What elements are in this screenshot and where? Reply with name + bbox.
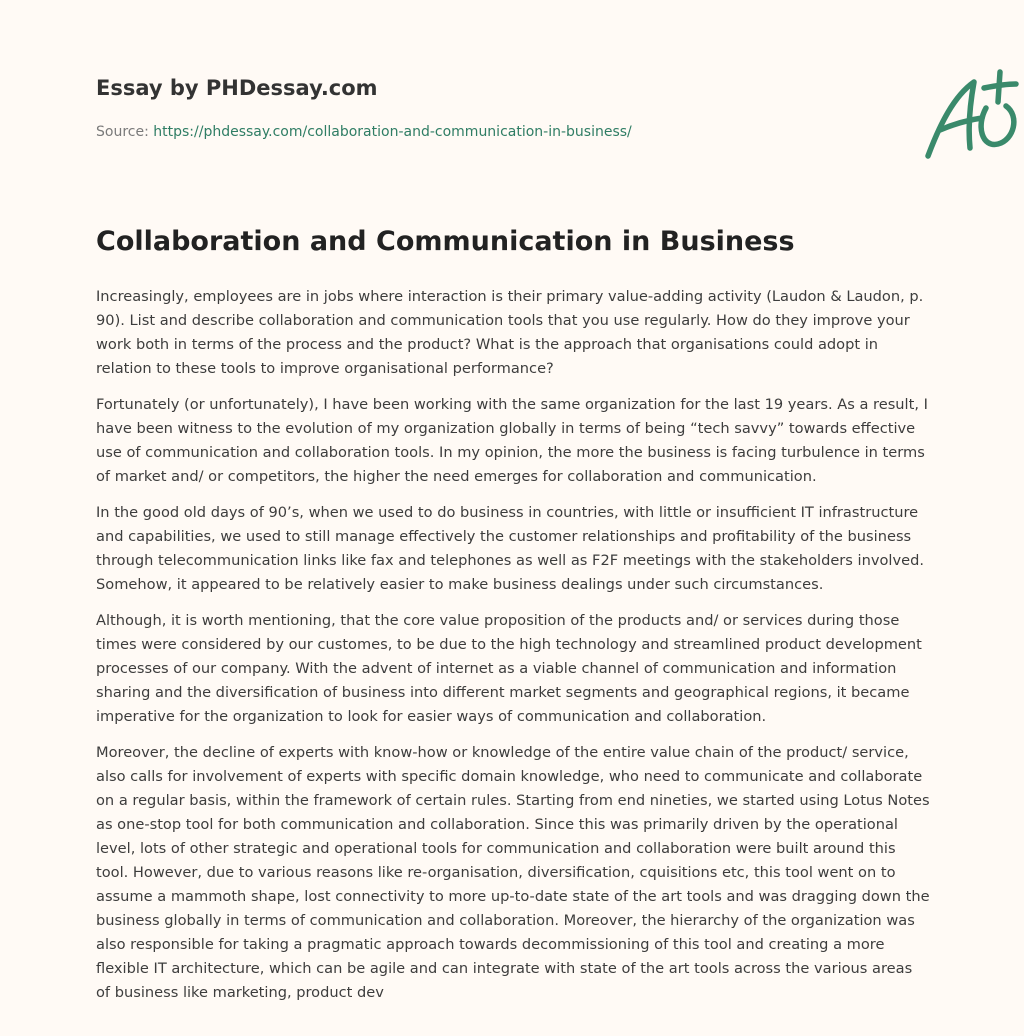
essay-paragraph: Although, it is worth mentioning, that the core value proposition of the products and/ or services during those times were considered by our customes, to be due to the high technology and streamlined product development processes of our company. With the advent of internet as a viable channel of communication and information sharing and the diversification of business into different market segments and geographical regions, it became imperative for the organization to look for easier ways of communication and collaboration. xyxy=(96,612,922,725)
source-label: Source: xyxy=(96,124,149,140)
essay-paragraph: Increasingly, employees are in jobs where interaction is their primary value-adding activity (Laudon & Laudon, p. 90). List and describe collaboration and communication tools that you use regularly. How do they improve your work both in terms of the process and the product? What is the approach that organisations could adopt in relation to these tools to improve organisational performance? xyxy=(96,288,924,377)
essay-paragraph: Fortunately (or unfortunately), I have been working with the same organization for the last 19 years. As a result, I have been witness to the evolution of my organization globally in terms of being “tech savvy” towards effective use of communication and collaboration tools. In my opinion, the more the business is facing turbulence in terms of market and/ or competitors, the higher the need emerges for collaboration and communication. xyxy=(96,396,928,485)
site-title: Essay by PHDessay.com xyxy=(96,76,378,100)
a-plus-grade-icon xyxy=(920,68,1024,164)
essay-title: Collaboration and Communication in Business xyxy=(96,226,795,257)
essay-body xyxy=(96,285,930,1017)
essay-paragraph: In the good old days of 90’s, when we used to do business in countries, with little or insufficient IT infrastructure and capabilities, we used to still manage effectively the customer relationships and profitability of the business through telecommunication links like fax and telephones as well as F2F meetings with the stakeholders involved. Somehow, it appeared to be relatively easier to make business dealings under such circumstances. xyxy=(96,504,924,593)
source-link[interactable]: https://phdessay.com/collaboration-and-communication-in-business/ xyxy=(153,124,632,140)
essay-paragraph: Moreover, the decline of experts with know-how or knowledge of the entire value chain of the product/ service, also calls for involvement of experts with specific domain knowledge, who need to communicate and collaborate on a regular basis, within the framework of certain rules. Starting from end nineties, we started using Lotus Notes as one-stop tool for both communication and collaboration. Since this was primarily driven by the operational level, lots of other strategic and operational tools for communication and collaboration were built around this tool. However, due to various reasons like re-organisation, diversification, cquisitions etc, this tool went on to assume a mammoth shape, lost connectivity to more up-to-date state of the art tools and was dragging down the business globally in terms of communication and collaboration. Moreover, the hierarchy of the organization was also responsible for taking a pragmatic approach towards decommissioning of this tool and creating a more flexible IT architecture, which can be agile and can integrate with state of the art tools across the various areas of business like marketing, product dev xyxy=(96,744,930,1001)
source-line xyxy=(96,124,632,140)
